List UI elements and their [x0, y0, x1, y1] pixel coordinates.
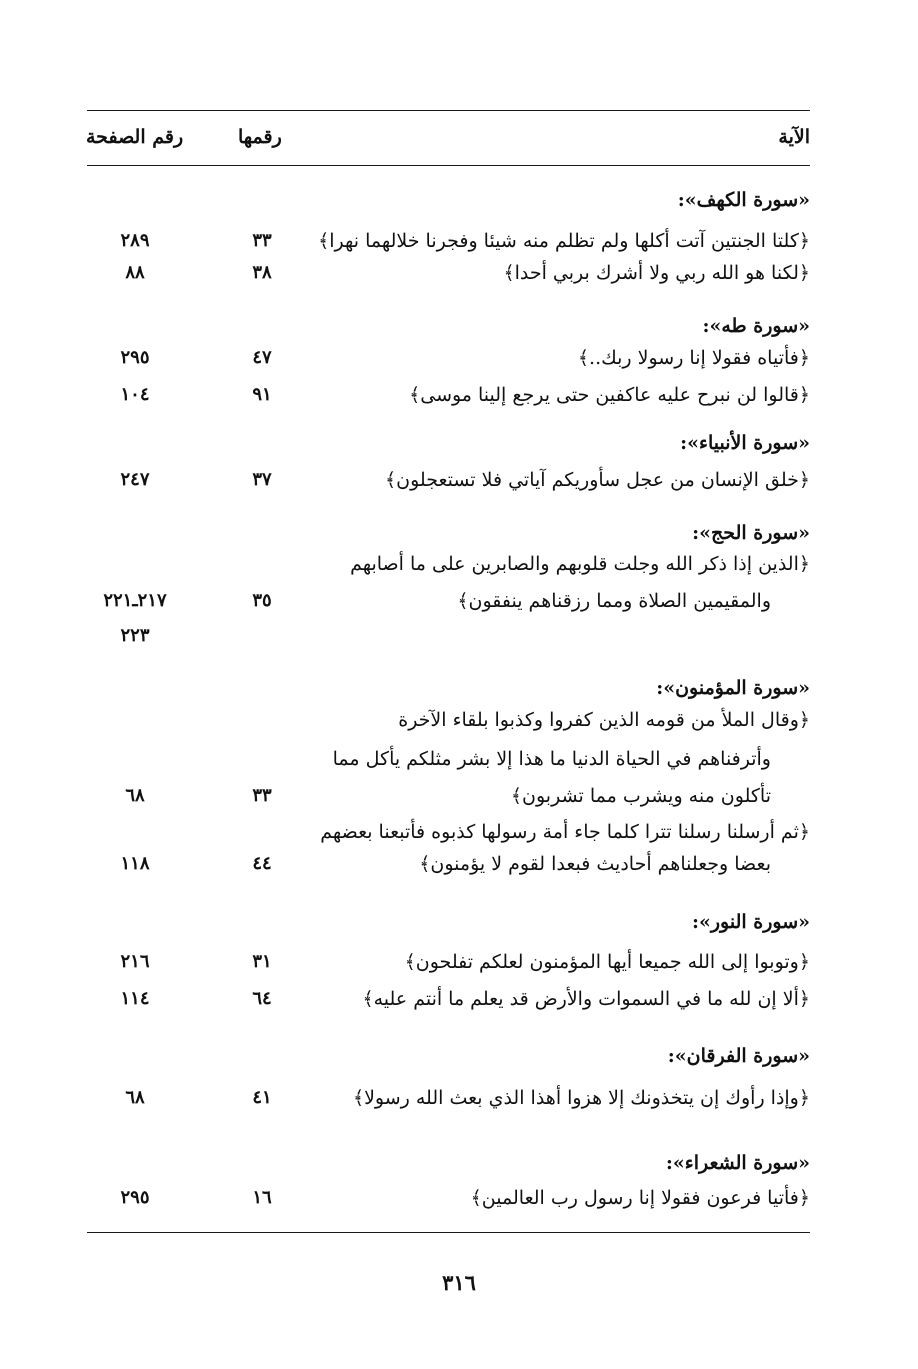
- page-reference: ٢٤٧: [120, 469, 150, 490]
- verse-row: [0, 549, 918, 579]
- verse-row: [0, 705, 918, 735]
- verse-number: ٤١: [252, 1087, 272, 1108]
- header-page: رقم الصفحة: [86, 126, 184, 148]
- verse-text: ﴿فأتياه فقولا إنا رسولا ربك..﴾: [577, 347, 810, 369]
- verse-row: [0, 258, 918, 288]
- page-reference: ٢٢٣: [120, 625, 150, 646]
- verse-row: [0, 1183, 918, 1213]
- verse-row: [0, 984, 918, 1014]
- verse-number: ٣٣: [252, 785, 272, 806]
- verse-number: ٣٥: [252, 590, 272, 611]
- sura-heading-row: [0, 907, 918, 937]
- header-rule: [87, 165, 810, 166]
- top-rule: [87, 110, 810, 111]
- verse-text: وأترفناهم في الحياة الدنيا ما هذا إلا بشر مثلكم يأكل مما: [332, 748, 771, 770]
- verse-row: [0, 465, 918, 495]
- page-reference: ٦٨: [125, 785, 145, 806]
- page-reference: ١١٤: [120, 988, 150, 1009]
- page-reference: ٢٩٥: [120, 1187, 150, 1208]
- verse-text: تأكلون منه ويشرب مما تشربون﴾: [510, 785, 771, 807]
- verse-text: ﴿قالوا لن نبرح عليه عاكفين حتى يرجع إلينا موسى﴾: [409, 384, 810, 406]
- sura-heading-row: [0, 185, 918, 215]
- sura-title: «سورة النور»:: [691, 911, 810, 933]
- header-ayah: الآية: [778, 126, 810, 148]
- verse-number: ٣٨: [252, 262, 272, 283]
- sura-title: «سورة طه»:: [702, 315, 810, 337]
- page-reference: ٢٩٥: [120, 347, 150, 368]
- sura-title: «سورة المؤمنون»:: [656, 677, 810, 699]
- verse-number: ٣١: [252, 951, 272, 972]
- verse-number: ٤٤: [252, 853, 272, 874]
- verse-text: والمقيمين الصلاة ومما رزقناهم ينفقون﴾: [457, 590, 771, 612]
- sura-heading-row: [0, 428, 918, 458]
- verse-text: ﴿كلتا الجنتين آتت أكلها ولم تظلم منه شيئا وفجرنا خلالهما نهرا﴾: [318, 230, 810, 252]
- verse-text: ﴿لكنا هو الله ربي ولا أشرك بربي أحدا﴾: [503, 262, 810, 284]
- verse-number: ٦٤: [252, 988, 272, 1009]
- page-reference: ٢١٧ـ٢٢١: [103, 590, 167, 611]
- verse-text: ﴿فأتيا فرعون فقولا إنا رسول رب العالمين﴾: [470, 1187, 810, 1209]
- sura-heading-row: [0, 1148, 918, 1178]
- page-reference: ٨٨: [125, 262, 145, 283]
- verse-text: ﴿الذين إذا ذكر الله وجلت قلوبهم والصابرين على ما أصابهم: [350, 553, 810, 575]
- verse-text: ﴿ثم أرسلنا رسلنا تترا كلما جاء أمة رسولها كذبوه فأتبعنا بعضهم: [320, 821, 810, 843]
- verse-text: ﴿خلق الإنسان من عجل سأوريكم آياتي فلا تستعجلون﴾: [385, 469, 810, 491]
- verse-row: [0, 226, 918, 256]
- sura-title: «سورة الشعراء»:: [665, 1152, 810, 1174]
- page-reference: ٢٨٩: [120, 230, 150, 251]
- bottom-rule: [87, 1232, 810, 1233]
- verse-text: ﴿وتوبوا إلى الله جميعا أيها المؤمنون لعلكم تفلحون﴾: [404, 951, 810, 973]
- verse-number: ١٦: [252, 1187, 272, 1208]
- sura-heading-row: [0, 311, 918, 341]
- verse-number: ٩١: [252, 384, 272, 405]
- verse-row: [0, 744, 918, 774]
- verse-text: ﴿وقال الملأ من قومه الذين كفروا وكذبوا بلقاء الآخرة: [398, 709, 810, 731]
- verse-row: [0, 947, 918, 977]
- verse-row: [0, 1083, 918, 1113]
- verse-row: [0, 817, 918, 847]
- sura-title: «سورة الفرقان»:: [667, 1045, 810, 1067]
- verse-row: [0, 849, 918, 879]
- verse-number: ٤٧: [252, 347, 272, 368]
- verse-row: [0, 586, 918, 616]
- sura-heading-row: [0, 673, 918, 703]
- page-reference: ١٠٤: [120, 384, 150, 405]
- verse-row: [0, 781, 918, 811]
- verse-row: [0, 343, 918, 373]
- verse-text: ﴿ألا إن لله ما في السموات والأرض قد يعلم ما أنتم عليه﴾: [362, 988, 810, 1010]
- sura-title: «سورة الأنبياء»:: [680, 432, 810, 454]
- page-reference: ٦٨: [125, 1087, 145, 1108]
- verse-text: ﴿وإذا رأوك إن يتخذونك إلا هزوا أهذا الذي بعث الله رسولا﴾: [352, 1087, 810, 1109]
- page-reference: ٢١٦: [120, 951, 150, 972]
- verse-row: [0, 380, 918, 410]
- sura-title: «سورة الحج»:: [692, 522, 810, 544]
- verse-number: ٣٧: [252, 469, 272, 490]
- sura-heading-row: [0, 518, 918, 548]
- page-reference: ١١٨: [120, 853, 150, 874]
- header-number: رقمها: [238, 126, 282, 148]
- page-number: ٣١٦: [442, 1270, 476, 1295]
- verse-text: بعضا وجعلناهم أحاديث فبعدا لقوم لا يؤمنون﴾: [419, 853, 771, 875]
- verse-number: ٣٣: [252, 230, 272, 251]
- verse-row: [0, 621, 918, 651]
- sura-title: «سورة الكهف»:: [677, 189, 810, 211]
- sura-heading-row: [0, 1041, 918, 1071]
